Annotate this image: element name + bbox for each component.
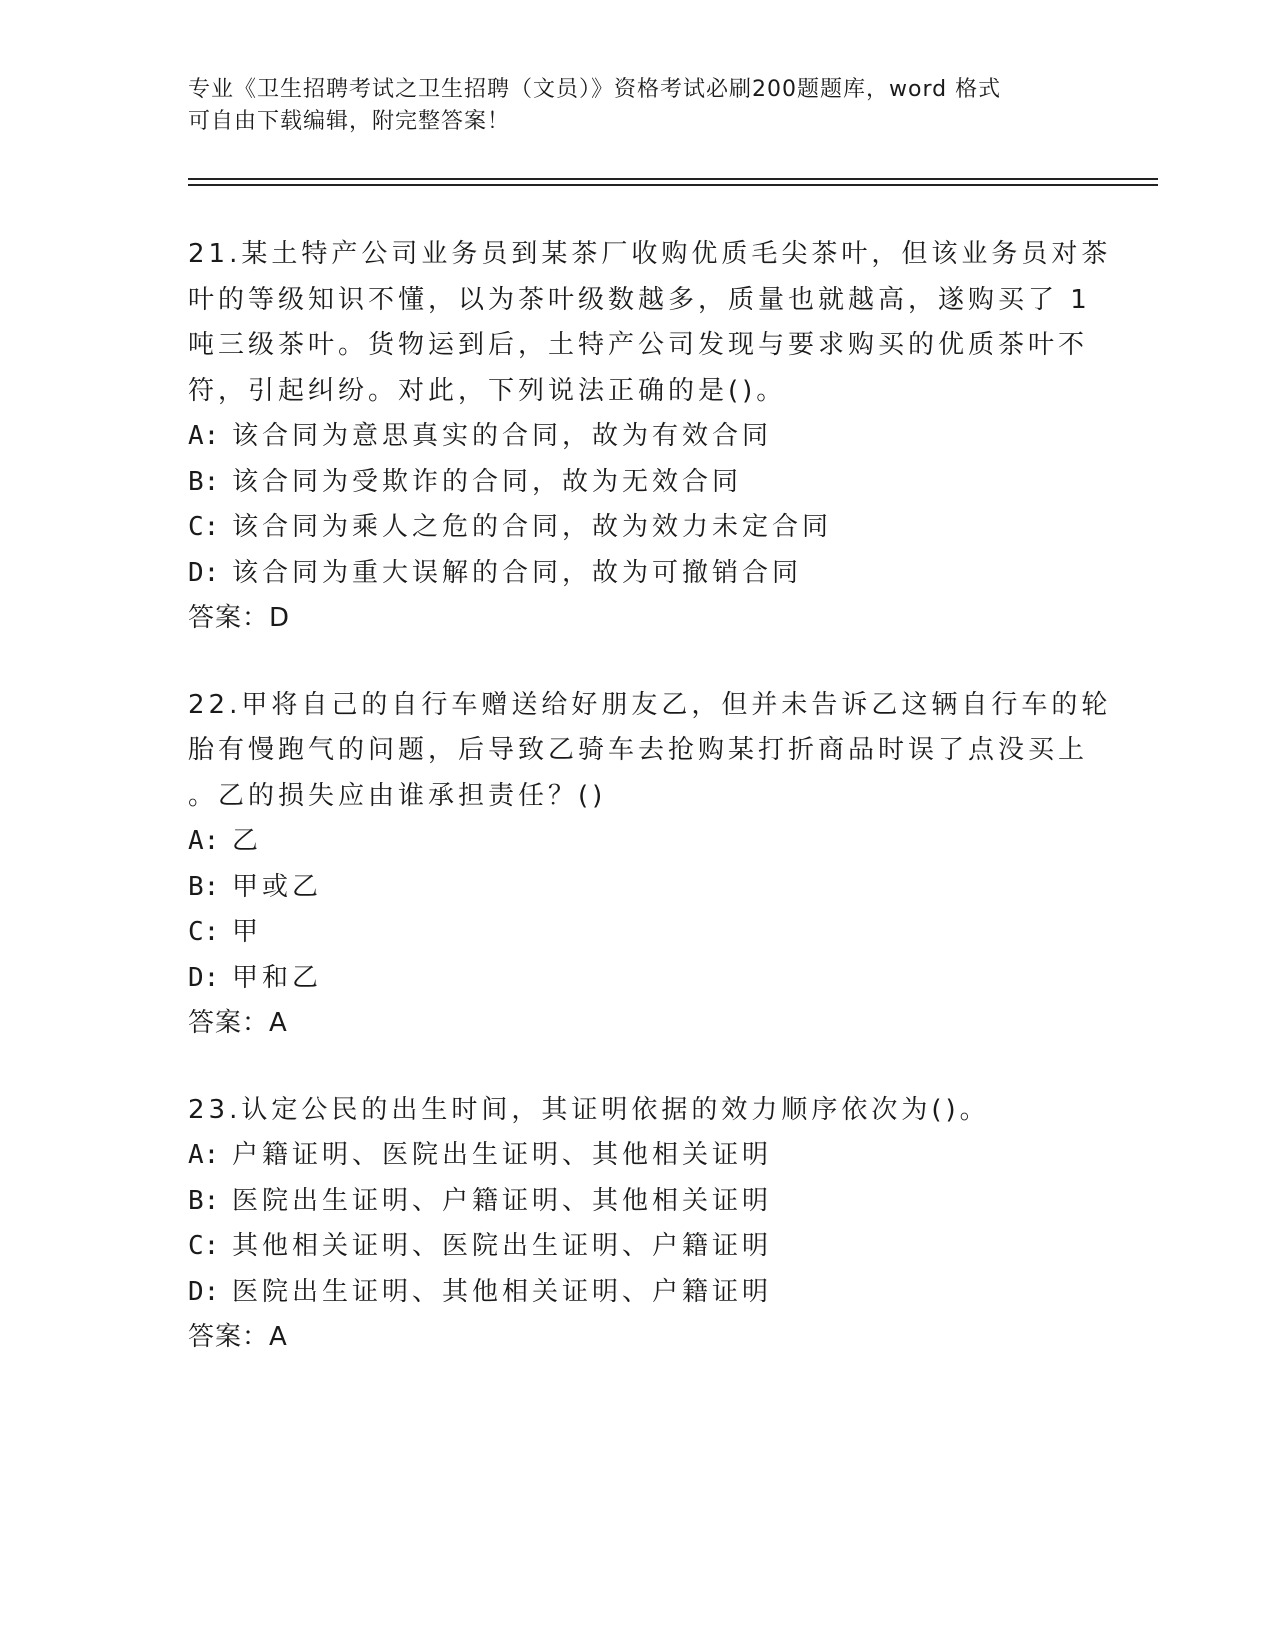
header-line: 专业《卫生招聘考试之卫生招聘（文员）》资格考试必刷200题题库，word 格式: [188, 77, 1002, 102]
header-divider: [188, 184, 1158, 186]
option-key: C:: [188, 917, 220, 947]
question-21: [188, 232, 1112, 642]
question-text: 吨三级茶叶。货物运到后，土特产公司发现与要求购买的优质茶叶不: [188, 330, 1089, 360]
option-key: A:: [188, 826, 220, 856]
option-key: D:: [188, 1276, 220, 1307]
answer-line: 答案：A: [188, 1008, 288, 1038]
answer-line: 答案：A: [188, 1322, 288, 1352]
option-c: [188, 910, 1088, 956]
option-text: 甲: [232, 917, 263, 947]
question-text: 21.某土特产公司业务员到某茶厂收购优质毛尖茶叶，但该业务员对茶: [188, 239, 1112, 269]
option-text: 医院出生证明、户籍证明、其他相关证明: [232, 1185, 773, 1216]
option-key: D:: [188, 962, 220, 993]
option-key: D:: [188, 557, 220, 588]
answer-line: 答案：D: [188, 603, 291, 633]
question-text: 。乙的损失应由谁承担责任？(): [188, 780, 607, 811]
option-text: 该合同为乘人之危的合同，故为效力未定合同: [232, 512, 833, 542]
option-key: A:: [188, 421, 220, 451]
question-text: 23.认定公民的出生时间，其证明依据的效力顺序依次为()。: [188, 1094, 990, 1125]
option-d: [188, 551, 1088, 597]
question-text: 叶的等级知识不懂，以为茶叶级数越多，质量也就越高，遂购买了 1: [188, 284, 1091, 315]
option-a: [188, 414, 1088, 460]
header-line: 可自由下载编辑，附完整答案！: [188, 109, 511, 134]
option-text: 该合同为受欺诈的合同，故为无效合同: [232, 466, 743, 497]
option-key: C:: [188, 1231, 220, 1261]
option-text: 医院出生证明、其他相关证明、户籍证明: [232, 1276, 773, 1307]
question-list: [188, 232, 1112, 1402]
option-text: 户籍证明、医院出生证明、其他相关证明: [232, 1140, 773, 1170]
option-d: [188, 1270, 1088, 1316]
option-text: 其他相关证明、医院出生证明、户籍证明: [232, 1231, 773, 1261]
option-text: 该合同为意思真实的合同，故为有效合同: [232, 421, 773, 451]
option-key: C:: [188, 512, 220, 542]
question-text: 胎有慢跑气的问题，后导致乙骑车去抢购某打折商品时误了点没买上: [188, 735, 1089, 765]
option-d: [188, 956, 1088, 1002]
option-key: B:: [188, 871, 220, 902]
document-header: [188, 74, 1068, 138]
option-a: [188, 1133, 1088, 1179]
question-23: [188, 1088, 1088, 1361]
option-key: B:: [188, 1185, 220, 1216]
option-text: 甲和乙: [232, 962, 323, 993]
option-c: [188, 1224, 1088, 1270]
option-key: B:: [188, 466, 220, 497]
option-c: [188, 505, 1088, 551]
option-text: 甲或乙: [232, 871, 323, 902]
option-text: 该合同为重大误解的合同，故为可撤销合同: [232, 557, 803, 588]
question-text: 符，引起纠纷。对此，下列说法正确的是()。: [188, 375, 787, 406]
option-b: [188, 865, 1088, 911]
question-22: [188, 683, 1112, 1047]
option-b: [188, 1179, 1088, 1225]
option-a: [188, 819, 1088, 865]
question-text: 22.甲将自己的自行车赠送给好朋友乙，但并未告诉乙这辆自行车的轮: [188, 689, 1112, 720]
option-key: A:: [188, 1140, 220, 1170]
option-text: 乙: [232, 826, 263, 856]
header-divider: [188, 178, 1158, 180]
option-b: [188, 460, 1088, 506]
